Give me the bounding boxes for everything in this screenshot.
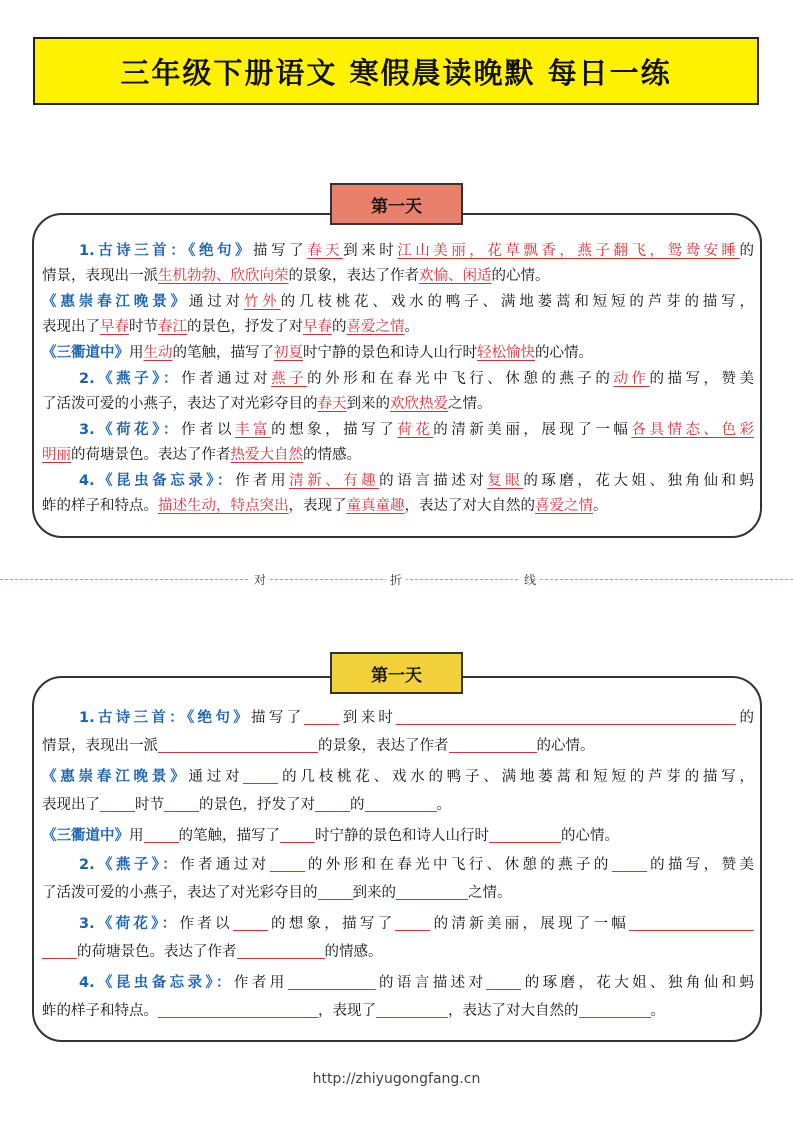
day-tab-answer: 第一天 (330, 183, 463, 225)
answer-blank[interactable] (304, 711, 339, 726)
body-text: 了活泼可爱的小燕子，表达了对光彩夺目的 (42, 885, 318, 902)
body-text: 的心情。 (491, 267, 550, 284)
item-number: 3. (79, 422, 95, 439)
answer-blank[interactable] (270, 857, 305, 872)
answer-text: 童真童趣 (346, 497, 405, 514)
answer-blank[interactable] (395, 916, 430, 931)
answer-text: 热爱大自然 (230, 446, 303, 463)
body-text: 的外形和在春光中飞行、休憩的燕子的 (307, 370, 614, 387)
day-tab-exercise: 第一天 (330, 652, 463, 694)
answer-blank[interactable] (396, 711, 736, 726)
answer-text: 春天 (317, 395, 347, 412)
body-text: 之情。 (448, 395, 492, 412)
body-text: 的描写，赞美 (649, 370, 754, 387)
item-number: 2. (79, 370, 95, 387)
answer-blank[interactable] (158, 739, 318, 754)
body-text: ，表达了对大自然的 (448, 1002, 579, 1019)
answer-blank[interactable] (629, 916, 754, 931)
body-text: 的想象，描写了 (267, 915, 396, 932)
body-text: 蚱的样子和特点。 (42, 1002, 158, 1019)
body-text: 的想象，描写了 (271, 422, 398, 439)
body-text: ，表达了对大自然的 (404, 497, 535, 514)
answer-blank[interactable] (486, 975, 521, 990)
body-text: 之情。 (468, 885, 512, 902)
answer-blank[interactable] (396, 886, 468, 901)
body-text: 时节 (135, 797, 164, 814)
body-text: 作者通过对 (180, 370, 272, 387)
answer-blank[interactable] (489, 828, 561, 843)
lesson-title: 《惠崇春江晚景》 (42, 767, 189, 785)
answer-text: 荷花 (397, 422, 434, 439)
text-line (42, 703, 754, 732)
body-text: 的情感。 (324, 944, 383, 961)
body-text: 表现出了 (42, 318, 100, 335)
body-text: 的几枝桃花、戏水的鸭子、满地蒌蒿和短短的芦芽的描写， (278, 768, 754, 785)
text-line (42, 468, 754, 494)
item-number: 4. (79, 974, 95, 991)
item-number: 3. (79, 915, 95, 932)
body-text: 的语言描述对 (375, 974, 487, 991)
text-line (42, 821, 754, 850)
answer-text: 春江 (158, 318, 187, 335)
text-line (42, 997, 754, 1026)
footer-url: http://zhiyugongfang.cn (312, 1071, 481, 1087)
body-text: 的几枝桃花、戏水的鸭子、满地蒌蒿和短短的芦芽的描写， (280, 294, 754, 311)
answer-blank[interactable] (243, 769, 278, 784)
answer-text: 喜爱之情 (346, 318, 405, 335)
answer-text: 燕子 (271, 370, 308, 387)
item-number: 4. (79, 473, 95, 490)
answer-blank[interactable] (237, 945, 325, 960)
body-text: 描写了 (251, 710, 305, 726)
item-number: 1. (79, 243, 95, 259)
body-text: 。 (436, 797, 451, 814)
text-line (42, 791, 754, 820)
body-text: 用 (129, 827, 144, 844)
exercise-text-block (42, 703, 754, 1026)
body-text: 的景象，表达了作者 (318, 738, 449, 755)
body-text: 的琢磨，花大姐、独角仙和蚂 (521, 974, 754, 991)
body-text: 通过对 (188, 768, 244, 785)
body-text: 到来时 (343, 243, 398, 259)
answer-text: 欢欣热爱 (390, 395, 448, 412)
body-text: 情景，表现出一派 (42, 267, 158, 284)
answer-text: 各具情态、色彩 (631, 422, 754, 439)
answer-blank[interactable] (612, 857, 647, 872)
body-text: 到来的 (352, 885, 396, 902)
text-line (42, 879, 754, 908)
item-number: 2. (79, 856, 95, 873)
lesson-title: 《荷花》： (94, 421, 181, 439)
fold-label-2: 折 (386, 571, 406, 588)
answer-text: 欢愉、闲适 (419, 267, 492, 284)
body-text: 时宁静的景色和诗人山行时 (315, 827, 489, 844)
text-line (42, 968, 754, 997)
answer-blank[interactable] (42, 945, 77, 960)
body-text: 的 (332, 318, 347, 335)
text-line (42, 392, 754, 418)
lesson-title: 《三衢道中》 (42, 826, 129, 844)
answer-blank[interactable] (376, 1003, 448, 1018)
answer-text: 轻松愉快 (477, 345, 535, 362)
text-line (42, 264, 754, 290)
answer-blank[interactable] (365, 798, 437, 813)
answer-text: 丰富 (235, 422, 272, 439)
lesson-title: 《三衢道中》 (42, 344, 129, 362)
body-text: 通过对 (188, 294, 244, 311)
answer-text: 江山美丽，花草飘香，燕子翻飞，鸳鸯安睡 (397, 243, 740, 259)
lesson-title: 《昆虫备忘录》： (94, 472, 236, 490)
text-line (42, 494, 754, 520)
answer-blank[interactable] (280, 828, 315, 843)
fold-label-3: 线 (520, 571, 540, 588)
answer-text: 生动 (143, 345, 173, 362)
body-text: 情景，表现出一派 (42, 738, 158, 755)
answer-text: 春天 (307, 243, 344, 259)
lesson-title: 古诗三首：《绝句》 (94, 709, 251, 726)
text-line (42, 443, 754, 469)
answer-text: 动作 (613, 370, 650, 387)
text-line (42, 909, 754, 938)
answer-blank[interactable] (144, 828, 179, 843)
body-text: 作者以 (180, 422, 236, 439)
body-text: 的清新美丽，展现了一幅 (430, 915, 630, 932)
body-text: 蚱的样子和特点。 (42, 497, 158, 514)
body-text: 的 (739, 243, 754, 259)
body-text: 的描写，赞美 (646, 856, 754, 873)
body-text: 表现出了 (42, 797, 100, 814)
lesson-title: 《惠崇春江晚景》 (42, 293, 189, 311)
body-text: 的 (736, 710, 754, 726)
body-text: 的 (350, 797, 365, 814)
body-text: 。 (593, 497, 608, 514)
fold-label-1: 对 (250, 571, 270, 588)
body-text: 的心情。 (535, 345, 593, 362)
answer-text: 喜爱之情 (535, 497, 593, 514)
text-line (42, 238, 754, 264)
body-text: 的景色，抒发了对 (187, 318, 303, 335)
body-text: 的琢磨，花大姐、独角仙和蚂 (523, 473, 754, 490)
answer-blank[interactable] (233, 916, 268, 931)
answer-text: 明丽 (42, 446, 71, 463)
body-text: 的景象，表达了作者 (288, 267, 419, 284)
body-text: 描写了 (253, 243, 308, 259)
answer-blank[interactable] (318, 886, 353, 901)
body-text: 的荷塘景色。表达了作者 (77, 944, 237, 961)
body-text: 作者以 (179, 915, 233, 932)
answer-text: 早春 (303, 318, 332, 335)
body-text: 时宁静的景色和诗人山行时 (303, 345, 477, 362)
answer-text: 初夏 (274, 345, 303, 362)
body-text: 的心情。 (536, 738, 595, 755)
answer-blank[interactable] (315, 798, 350, 813)
body-text: 的心情。 (561, 827, 619, 844)
text-line (42, 366, 754, 392)
text-line (42, 938, 754, 967)
body-text: 作者用 (235, 473, 290, 490)
text-line (42, 762, 754, 791)
body-text: 了活泼可爱的小燕子，表达了对光彩夺目的 (42, 395, 318, 412)
body-text: 的清新美丽，展现了一幅 (433, 422, 632, 439)
answer-text: 早春 (100, 318, 129, 335)
lesson-title: 《荷花》： (94, 914, 180, 932)
answer-blank[interactable] (449, 739, 537, 754)
answer-text: 清新、有趣 (289, 473, 380, 490)
text-line (42, 417, 754, 443)
answer-text-block (42, 238, 754, 520)
body-text: 的外形和在春光中飞行、休憩的燕子的 (304, 856, 612, 873)
body-text: 作者用 (233, 974, 288, 991)
answer-blank[interactable] (288, 975, 376, 990)
body-text: 的荷塘景色。表达了作者 (71, 446, 231, 463)
body-text: 到来的 (346, 395, 390, 412)
body-text: 的景色，抒发了对 (199, 797, 315, 814)
lesson-title: 古诗三首：《绝句》 (94, 242, 254, 259)
body-text: 用 (129, 345, 144, 362)
body-text: 。 (404, 318, 419, 335)
answer-blank[interactable] (100, 798, 135, 813)
answer-blank[interactable] (158, 1003, 318, 1018)
body-text: 时节 (129, 318, 158, 335)
body-text: ，表现了 (288, 497, 347, 514)
lesson-title: 《燕子》： (94, 855, 181, 873)
lesson-title: 《燕子》： (94, 369, 181, 387)
text-line (42, 315, 754, 341)
answer-text: 复眼 (487, 473, 524, 490)
body-text: 的笔触，描写了 (178, 827, 280, 844)
body-text: 的情感。 (303, 446, 361, 463)
text-line (42, 850, 754, 879)
item-number: 1. (79, 710, 95, 726)
answer-text: 生机勃勃、欣欣向荣 (158, 267, 289, 284)
body-text: 作者通过对 (180, 856, 270, 873)
body-text: ，表现了 (318, 1002, 376, 1019)
lesson-title: 《昆虫备忘录》： (94, 973, 234, 991)
body-text: 的语言描述对 (379, 473, 488, 490)
answer-text: 竹外 (243, 294, 281, 311)
answer-text: 描述生动，特点突出 (158, 497, 289, 514)
text-line (42, 732, 754, 761)
body-text: 。 (650, 1002, 665, 1019)
answer-blank[interactable] (579, 1003, 651, 1018)
text-line (42, 289, 754, 315)
page-title: 三年级下册语文 寒假晨读晚默 每日一练 (33, 37, 759, 105)
answer-blank[interactable] (164, 798, 199, 813)
body-text: 的笔触，描写了 (172, 345, 274, 362)
text-line (42, 340, 754, 366)
body-text: 到来时 (339, 710, 397, 726)
